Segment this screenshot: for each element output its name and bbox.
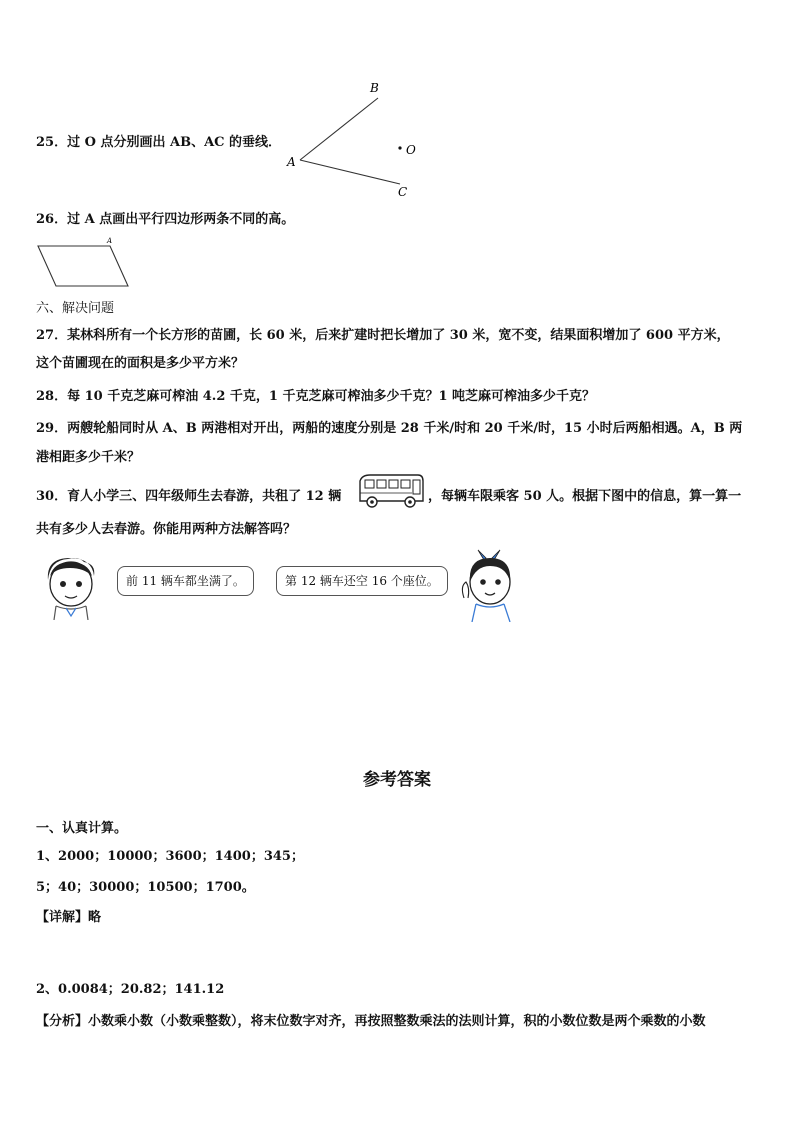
question-30-line1b: ，每辆车限乘客 50 人。根据下图中的信息，算一算一	[428, 489, 742, 504]
question-29-line2: 港相距多少千米？	[36, 450, 141, 465]
question-30-line2: 共有多少人去春游。你能用两种方法解答吗？	[36, 522, 297, 537]
label-a: A	[287, 155, 296, 169]
answer-1-detail: 【详解】略	[36, 910, 102, 925]
question-27-line2: 这个苗圃现在的面积是多少平方米？	[36, 356, 245, 371]
question-29-line1: 29．两艘轮船同时从 A、B 两港相对开出，两船的速度分别是 28 千米/时和 20 千米/时，15 小时后两船相遇。A，B 两	[36, 421, 743, 436]
question-25: 25．过 O 点分别画出 AB、AC 的垂线．	[36, 135, 282, 150]
answer-1-line2: 5；40；30000；10500；1700。	[36, 880, 255, 895]
question-27-line1: 27．某林科所有一个长方形的苗圃，长 60 米，后来扩建时把长增加了 30 米，宽不变，结果面积增加了 600 平方米，	[36, 328, 730, 343]
answer-1-line1: 1、2000；10000；3600；1400；345；	[36, 849, 304, 864]
bus-icon	[356, 471, 426, 511]
section-6-heading: 六、解决问题	[36, 301, 115, 316]
boy-illustration	[40, 554, 104, 620]
speech-bubble-left: 前 11 辆车都坐满了。	[117, 566, 254, 596]
question-26: 26．过 A 点画出平行四边形两条不同的高。	[36, 212, 295, 227]
answers-section-1: 一、认真计算。	[36, 821, 128, 836]
question-30-line1a: 30．育人小学三、四年级师生去春游，共租了 12 辆	[36, 489, 342, 504]
girl-illustration	[456, 548, 526, 622]
answer-2-analysis: 【分析】小数乘小数（小数乘整数），将末位数字对齐，再按照整数乘法的法则计算，积的小数位数是两个乘数的小数	[36, 1014, 706, 1029]
question-28: 28．每 10 千克芝麻可榨油 4.2 千克，1 千克芝麻可榨油多少千克？1 吨芝麻可榨油多少千克？	[36, 389, 596, 404]
label-c: C	[398, 185, 408, 199]
angle-diagram	[280, 80, 430, 200]
label-o: O	[406, 143, 416, 157]
label-b: B	[370, 81, 379, 95]
parallelogram-diagram	[34, 234, 134, 294]
label-para-a: A	[107, 237, 113, 245]
speech-bubble-right: 第 12 辆车还空 16 个座位。	[276, 566, 448, 596]
answer-2-line1: 2、0.0084；20.82；141.12	[36, 982, 225, 997]
answers-title: 参考答案	[363, 770, 431, 790]
